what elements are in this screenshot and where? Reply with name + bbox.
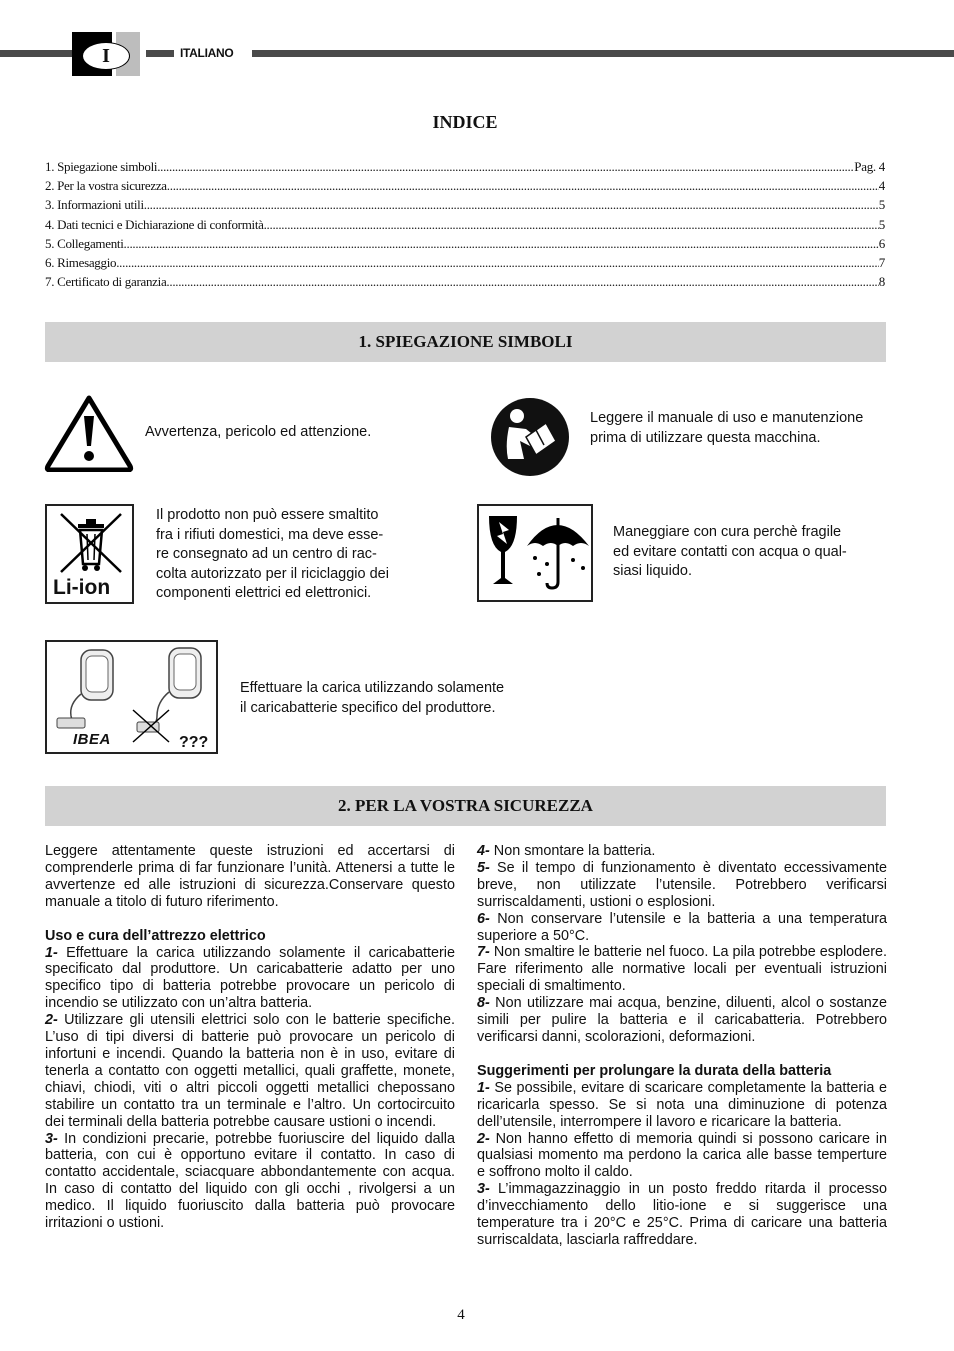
list-item: 3- L’immagazzinaggio in un posto freddo ritarda il processo d’invecchiamento dello litio-ione e si suggerisce una temperature tra i 20°C e 25°C. Prima di caricare una batteria surriscaldata, lasciarla raffreddare. (477, 1181, 887, 1248)
list-item: 2- Non hanno effetto di memoria quindi si possono caricare in qualsiasi momento ma perdono la carica alle basse temperture e soffrono molto il caldo. (477, 1130, 887, 1181)
toc-entry[interactable]: 5. Collegamenti ..... 6 (45, 234, 885, 253)
charger-text: Effettuare la carica utilizzando solamente il caricabatterie specifico del produttore. (240, 680, 505, 716)
list-item: 6- Non conservare l’utensile e la batteria a una temperatura superiore a 50°C. (477, 910, 887, 944)
toc-entry[interactable]: 4. Dati tecnici e Dichiarazione di conformità ..... 5 (45, 215, 885, 234)
toc-entry[interactable]: 1. Spiegazione simboli ..... Pag. 4 (45, 157, 885, 176)
charger-unknown: ??? (179, 734, 209, 751)
list-item: 4- Non smontare la batteria. (477, 843, 656, 859)
language-tab-letter: I (82, 42, 130, 70)
index-title: INDICE (432, 112, 498, 132)
warning-text: Avvertenza, pericolo ed attenzione. (145, 424, 372, 440)
charger-symbol (45, 640, 218, 754)
toc-entry[interactable]: 6. Rimesaggio ..... 7 (45, 253, 885, 272)
toc-entry[interactable]: 7. Certificato di garanzia ..... 8 (45, 272, 885, 291)
intro-paragraph: Leggere attentamente queste istruzioni ed accertarsi di comprenderle prima di far funzionare l’unità. Attenersi a tutte le avvertenze ed alle istruzioni di sicurezza.Conservare questo manuale a titolo di futuro riferimento. (45, 843, 455, 910)
list-item: 1- Effettuare la carica utilizzando solamente il caricabatterie specificato dal produttore. Un caricabatterie adatto per uno specifico tipo di batteria potrebbe provocare un pericolo di incendio se utilizzato con un’altra batteria. (45, 944, 455, 1012)
list-item: 3- In condizioni precarie, potrebbe fuoriuscire del liquido dalla batteria, con cui è opportuno evitare il contatto. In caso di contatto accidentale, sciacquare abbondantemente con acqua. In caso di contatto del liquido con gli occhi , rivolgersi a un medico. Il liquido fuoriuscito dalla batteria può provocare irritazioni o ustioni. (45, 1130, 455, 1232)
read-manual-icon (490, 397, 570, 477)
tips-heading: Suggerimenti per prolungare la durata della batteria (477, 1062, 832, 1079)
fragile-symbol (477, 504, 593, 602)
left-column (45, 843, 455, 1232)
list-item: 1- Se possibile, evitare di scaricare completamente la batteria e ricaricarla spesso. Se si nota una diminuzione di potenza dell’utensile, interrompere il lavoro e ricaricare la batteria. (477, 1079, 887, 1130)
crossed-bin-icon (53, 510, 129, 576)
header-bar-right (252, 50, 954, 57)
toc-entry[interactable]: 2. Per la vostra sicurezza ..... 4 (45, 176, 885, 195)
list-item: 7- Non smaltire le batterie nel fuoco. La pila potrebbe esplodere. Fare riferimento alle normative locali per eventuali istruzioni speciali di smaltimento. (477, 944, 887, 995)
warning-icon (44, 394, 134, 472)
uso-heading: Uso e cura dell’attrezzo elettrico (45, 927, 266, 944)
section-2-heading: 2. PER LA VOSTRA SICUREZZA (45, 786, 886, 826)
fragile-text: Maneggiare con cura perchè fragile ed evitare contatti con acqua o qual- siasi liquido. (613, 524, 847, 579)
header-bar-left (0, 50, 72, 57)
header-bar-mid (146, 50, 174, 57)
disposal-text: Il prodotto non può essere smaltito fra i rifiuti domestici, ma deve esse- re consegnato ad un centro di rac- colta autorizzato per il riciclaggio dei componenti elettrici ed elettronici. (156, 507, 389, 601)
liion-label: Li-ion (53, 576, 111, 599)
language-label: ITALIANO (180, 46, 234, 60)
disposal-symbol (45, 504, 134, 604)
list-item: 8- Non utilizzare mai acqua, benzine, diluenti, alcol o sostanze simili per pulire la batteria e il caricabatteria. Potrebbero verificarsi danni, scolorazioni, deformazioni. (477, 995, 887, 1045)
list-item: 2- Utilizzare gli utensili elettrici solo con le batterie specifiche. L’uso di tipi diversi di batterie può provocare un pericolo di infortuni e incendi. Quando la batteria non è in uso, evitare di tenerla a contatto con oggetti metallici, quali graffette, monete, chiavi, chiodi, viti o altri piccoli oggetti metallici chepossano stabilire un contatto tra un terminale e l’altro. Un cortocircuito dei terminali della batteria potrebbe causare ustioni o incendi. (45, 1012, 455, 1130)
section-1-heading: 1. SPIEGAZIONE SIMBOLI (45, 322, 886, 362)
right-column (477, 843, 887, 1249)
page-number: 4 (457, 1307, 465, 1323)
charger-brand: IBEA (73, 731, 111, 748)
list-item: 5- Se il tempo di funzionamento è diventato eccessivamente breve, non utilizzate l’utensile. Potrebbero verificarsi surriscaldamenti, ustioni o esplosioni. (477, 859, 887, 910)
toc-entry[interactable]: 3. Informazioni utili ..... 5 (45, 195, 885, 214)
manual-text: Leggere il manuale di uso e manutenzione prima di utilizzare questa macchina. (590, 410, 864, 446)
umbrella-icon (523, 512, 593, 596)
table-of-contents (45, 157, 885, 291)
